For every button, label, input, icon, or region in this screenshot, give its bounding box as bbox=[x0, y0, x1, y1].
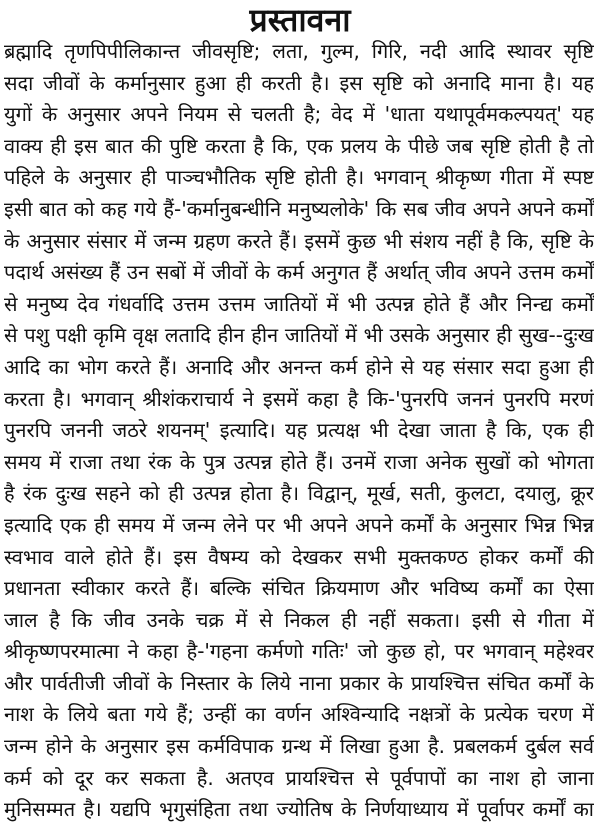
text-line: पदार्थ असंख्य हैं उन सबों में जीवों के कर्म अनुगत हैं अर्थात् जीव अपने उत्तम कर्मों bbox=[4, 260, 594, 285]
text-line: और पार्वतीजी जीवों के निस्तार के लिये नाना प्रकार के प्रायश्चित्त संचित कर्मों के bbox=[4, 670, 594, 695]
text-line: जन्म होने के अनुसार इस कर्मविपाक ग्रन्थ में लिखा हुआ है. प्रबलकर्म दुर्बल सर्व bbox=[4, 734, 594, 759]
text-line: इत्यादि एक ही समय में जन्म लेने पर भी अपने अपने कर्मों के अनुसार भिन्न भिन्न bbox=[4, 512, 594, 537]
text-line: से पशु पक्षी कृमि वृक्ष लतादि हीन हीन जातियों में भी उसके अनुसार ही सुख--दुःख bbox=[4, 323, 594, 348]
text-line: करता है। भगवान् श्रीशंकराचार्य ने इसमें कहा है कि-'पुनरपि जननं पुनरपि मरणं bbox=[4, 386, 594, 411]
text-line: समय में राजा तथा रंक के पुत्र उत्पन्न होते हैं। उनमें राजा अनेक सुखों को भोगता bbox=[4, 449, 594, 474]
text-line: प्रधानता स्वीकार करते हैं। बल्कि संचित क्रियमाण और भविष्य कर्मों का ऐसा bbox=[4, 576, 594, 601]
text-line: स्वभाव वाले होते हैं। इस वैषम्य को देखकर सभी मुक्तकण्ठ होकर कर्मों की bbox=[4, 544, 594, 569]
text-line: ब्रह्मादि तृणपिपीलिकान्त जीवसृष्टि; लता, गुल्म, गिरि, नदी आदि स्थावर सृष्टि bbox=[4, 39, 594, 63]
text-line: के अनुसार संसार में जन्म ग्रहण करते हैं। इसमें कुछ भी संशय नहीं है कि, सृष्टि के bbox=[4, 228, 594, 253]
text-line: श्रीकृष्णपरमात्मा ने कहा है-'गहना कर्मणो गतिः' जो कुछ हो, पर भगवान् महेश्वर bbox=[4, 639, 594, 664]
text-line: पुनरपि जननी जठरे शयनम्' इत्यादि। यह प्रत्यक्ष भी देखा जाता है कि, एक ही bbox=[4, 418, 594, 443]
text-line: नाश के लिये बता गये हैं; उन्हीं का वर्णन अश्विन्यादि नक्षत्रों के प्रत्येक चरण में bbox=[4, 702, 594, 727]
text-line: कर्म को दूर कर सकता है. अतएव प्रायश्चित्त से पूर्वपापों का नाश हो जाना bbox=[4, 765, 594, 790]
text-line: युगों के अनुसार अपने नियम से चलती है; वेद में 'धाता यथापूर्वमकल्पयत्' यह bbox=[4, 102, 594, 127]
text-line: से मनुष्य देव गंधर्वादि उत्तम उत्तम जातियों में भी उत्पन्न होते हैं और निन्द्य कर्मों bbox=[4, 291, 594, 316]
text-line: है रंक दुःख सहने को ही उत्पन्न होता है। विद्वान्, मूर्ख, सती, कुलटा, दयालु, क्रूर bbox=[4, 481, 594, 506]
text-line: सदा जीवों के कर्मानुसार हुआ ही करती है। इस सृष्टि को अनादि माना है। यह bbox=[4, 70, 594, 95]
page-title: प्रस्तावना bbox=[249, 1, 351, 39]
text-line: वाक्य ही इस बात की पुष्टि करता है कि, एक प्रलय के पीछे जब सृष्टि होती है तो bbox=[4, 133, 594, 158]
text-line: मुनिसम्मत है। यद्यपि भृगुसंहिता तथा ज्योतिष के निर्णयाध्याय में पूर्वापर कर्मों का bbox=[4, 797, 594, 822]
body-text bbox=[4, 36, 594, 826]
text-line: आदि का भोग करते हैं। अनादि और अनन्त कर्म होने से यह संसार सदा हुआ ही bbox=[4, 354, 594, 379]
text-line: जाल है कि जीव उनके चक्र में से निकल ही नहीं सकता। इसी से गीता में bbox=[4, 607, 594, 632]
text-line: पहिले के अनुसार ही पाञ्चभौतिक सृष्टि होती है। भगवान् श्रीकृष्ण गीता में स्पष्ट bbox=[4, 165, 594, 190]
text-line: इसी बात को कह गये हैं-'कर्मानुबन्धीनि मनुष्यलोके' कि सब जीव अपने अपने कर्मों bbox=[4, 196, 594, 221]
